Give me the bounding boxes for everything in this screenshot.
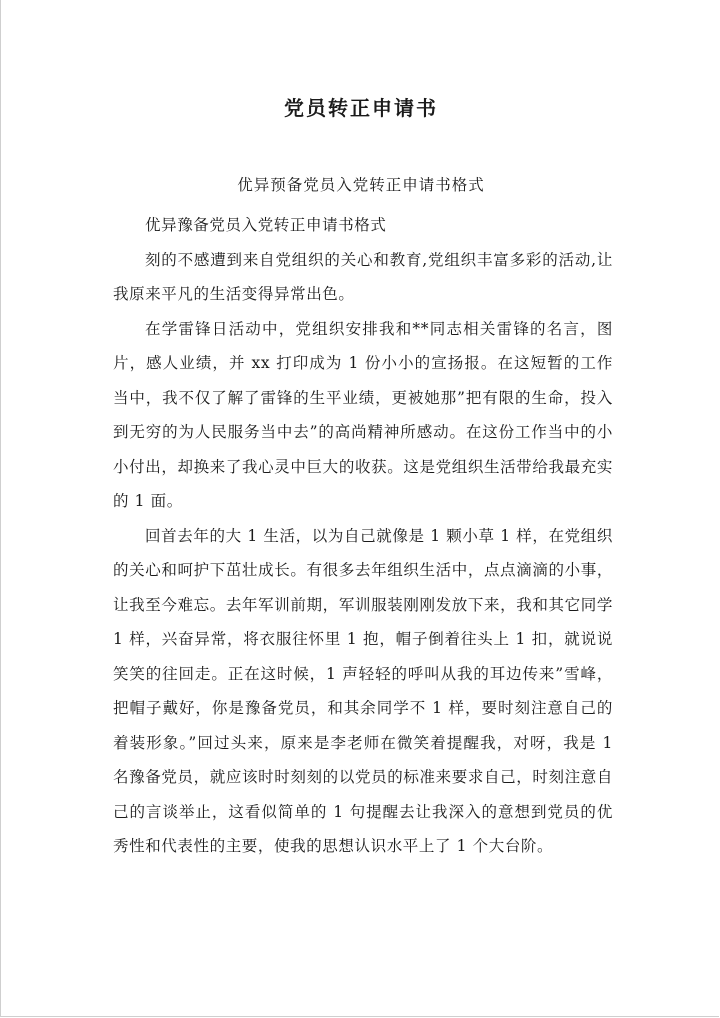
paragraph: 刻的不感遭到来自党组织的关心和教育,党组织丰富多彩的活动,让我原来平凡的生活变得异常出色。 [113, 250, 613, 303]
document-subtitle: 优异预备党员入党转正申请书格式 [237, 176, 485, 194]
paragraph: 在学雷锋日活动中，党组织安排我和**同志相关雷锋的名言，图片，感人业绩，并 xx 打印成为 1 份小小的宣扬报。在这短暂的工作当中，我不仅了解了雷锋的生平业绩，更被她那”把有限的生命，投入到无穷的为人民服务当中去”的高尚精神所感动。在这份工作当中的小小付出，却换来了我心灵中巨大的收获。这是党组织生活带给我最充实的 1 面。 [113, 319, 613, 510]
document-title: 党员转正申请书 [284, 96, 438, 120]
paragraph: 回首去年的大 1 生活，以为自己就像是 1 颗小草 1 样，在党组织的关心和呵护下茁壮成长。有很多去年组织生活中，点点滴滴的小事，让我至今难忘。去年军训前期，军训服装刚刚发放下来，我和其它同学 1 样，兴奋异常，将衣服往怀里 1 抱，帽子倒着往头上 1 扣，就说说笑笑的往回走。正在这时候，1 声轻轻的呼叫从我的耳边传来”雪峰，把帽子戴好，你是豫备党员，和其余同学不 1 样，要时刻注意自己的着装形象。”回过头来，原来是李老师在微笑着提醒我，对呀，我是 1 名豫备党员，就应该时时刻刻的以党员的标准来要求自己，时刻注意自己的言谈举止，这看似简单的 1 句提醒去让我深入的意想到党员的优秀性和代表性的主要，使我的思想认识水平上了 1 个大台阶。 [113, 526, 613, 855]
document-body [113, 208, 613, 864]
paragraph-heading: 优异豫备党员入党转正申请书格式 [145, 216, 387, 234]
